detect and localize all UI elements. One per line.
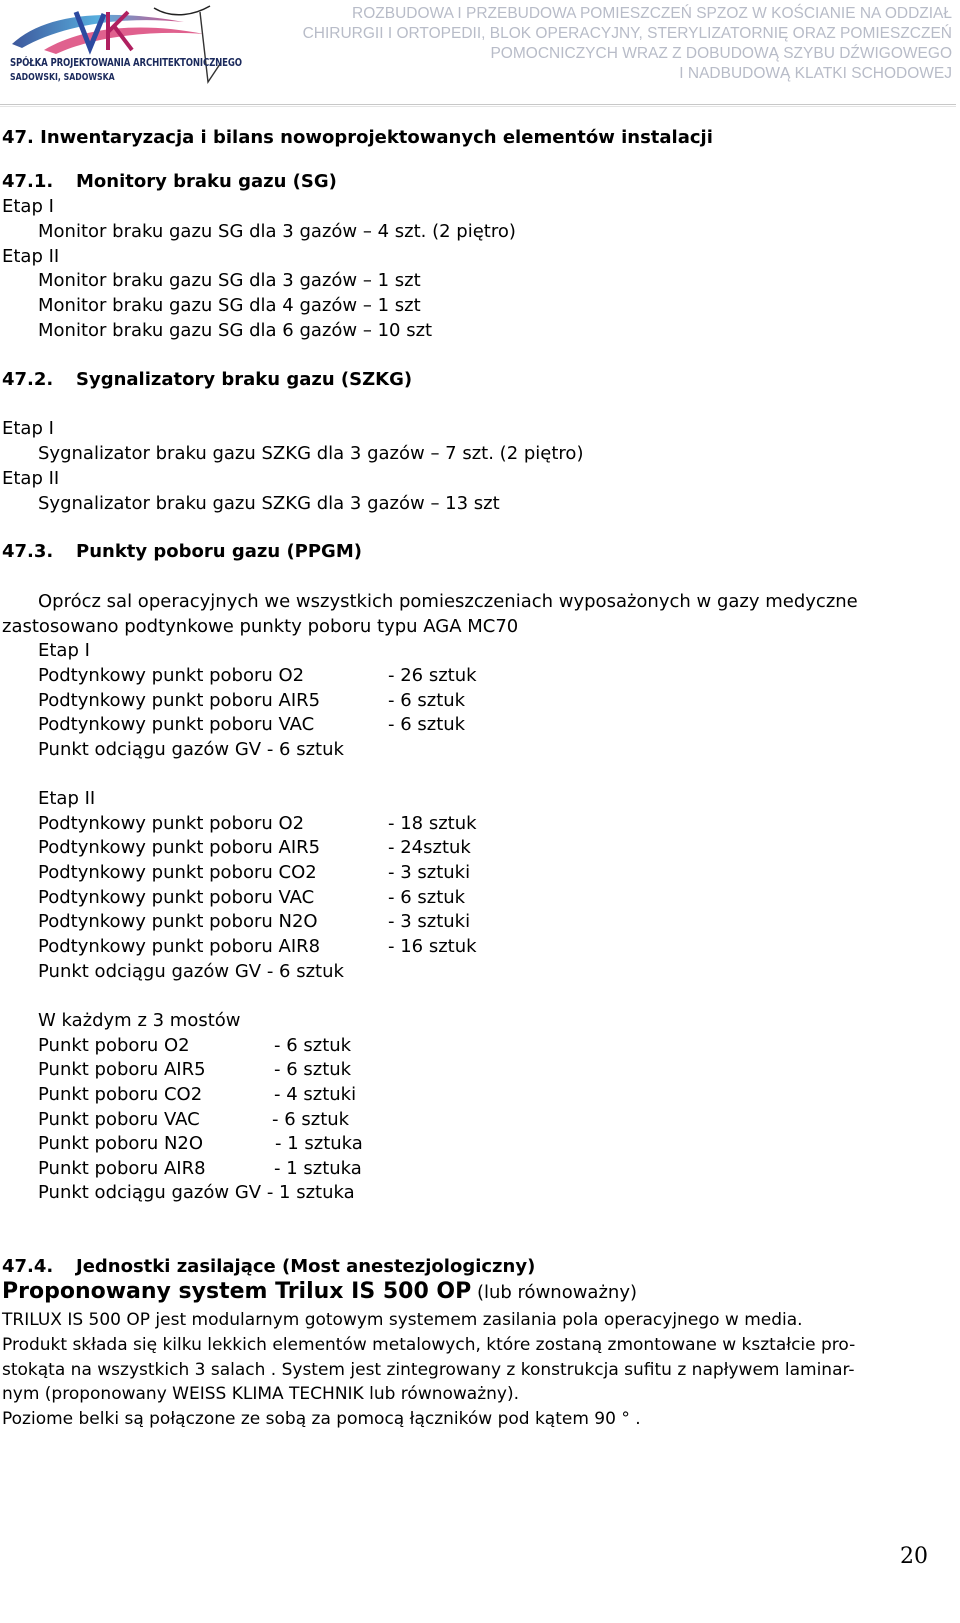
subsection-number: 47.3. — [2, 541, 54, 562]
item-quantity: - 6 sztuk — [274, 1059, 352, 1080]
item-name: Podtynkowy punkt poboru AIR5 — [38, 837, 321, 858]
item-name: Podtynkowy punkt poboru CO2 — [38, 862, 317, 883]
list-item: Sygnalizator braku gazu SZKG dla 3 gazów – 7 szt. (2 piętro) — [38, 443, 584, 464]
item-name: Podtynkowy punkt poboru VAC — [38, 714, 315, 735]
subsection-number: 47.4. — [2, 1256, 54, 1277]
list-item: Monitor braku gazu SG dla 3 gazów – 4 szt. (2 piętro) — [38, 221, 516, 242]
paragraph-line: Oprócz sal operacyjnych we wszystkich pomieszczeniach wyposażonych w gazy medyczne — [38, 591, 858, 612]
item-quantity: - 3 sztuki — [388, 862, 471, 883]
stage-label: Etap II — [2, 468, 60, 489]
paragraph-line: nym (proponowany WEISS KLIMA TECHNIK lub równoważny). — [2, 1384, 520, 1404]
item-name: Punkt poboru CO2 — [38, 1084, 203, 1105]
item-quantity: - 6 sztuk — [272, 1109, 350, 1130]
paragraph-line: Produkt składa się kilku lekkich elementów metalowych, które zostaną zmontowane w kształcie pro- — [2, 1335, 856, 1355]
paragraph-line: stokąta na wszystkich 3 salach . System jest zintegrowany z konstrukcja sufitu z napływem laminar- — [2, 1360, 855, 1380]
stage-label: Etap II — [2, 246, 60, 267]
list-item: Punkt odciągu gazów GV - 1 sztuka — [38, 1182, 355, 1203]
stage-label: Etap I — [38, 640, 90, 661]
list-item: Punkt odciągu gazów GV - 6 sztuk — [38, 961, 344, 982]
page-number: 20 — [900, 1544, 928, 1569]
item-quantity: - 26 sztuk — [388, 665, 477, 686]
stage-label: Etap II — [38, 788, 96, 809]
subsection-number: 47.2. — [2, 369, 54, 390]
paragraph-line: Poziome belki są połączone ze sobą za pomocą łączników pod kątem 90 ° . — [2, 1409, 641, 1429]
project-title — [272, 4, 952, 84]
project-title-line: CHIRURGII I ORTOPEDII, BLOK OPERACYJNY, STERYLIZATORNIĘ ORAZ POMIESZCZEŃ — [302, 25, 952, 42]
section-heading: 47. Inwentaryzacja i bilans nowoprojektowanych elementów instalacji — [2, 127, 713, 148]
paragraph-line: zastosowano podtynkowe punkty poboru typu AGA MC70 — [2, 616, 519, 637]
item-name: Punkt poboru O2 — [38, 1035, 190, 1056]
stage-label: Etap I — [2, 418, 54, 439]
subsection-title: Sygnalizatory braku gazu (SZKG) — [76, 369, 413, 390]
item-quantity: - 3 sztuki — [388, 911, 471, 932]
header-divider — [0, 104, 956, 105]
item-name: Punkt poboru AIR8 — [38, 1158, 206, 1179]
list-item: Monitor braku gazu SG dla 3 gazów – 1 szt — [38, 270, 421, 291]
bridge-heading: W każdym z 3 mostów — [38, 1010, 241, 1031]
item-quantity: - 1 sztuka — [275, 1133, 363, 1154]
list-item: Sygnalizator braku gazu SZKG dla 3 gazów – 13 szt — [38, 493, 500, 514]
subsection-title: Punkty poboru gazu (PPGM) — [76, 541, 362, 562]
project-title-line: ROZBUDOWA I PRZEBUDOWA POMIESZCZEŃ SPZOZ W KOŚCIANIE NA ODDZIAŁ — [352, 5, 952, 22]
item-quantity: - 6 sztuk — [388, 887, 466, 908]
subsection-title: Monitory braku gazu (SG) — [76, 171, 337, 192]
logo-company-name: SPÓŁKA PROJEKTOWANIA ARCHITEKTONICZNEGO — [10, 56, 242, 69]
item-name: Podtynkowy punkt poboru VAC — [38, 887, 315, 908]
item-quantity: - 16 sztuk — [388, 936, 477, 957]
list-item: Monitor braku gazu SG dla 4 gazów – 1 szt — [38, 295, 421, 316]
stage-label: Etap I — [2, 196, 54, 217]
item-name: Podtynkowy punkt poboru AIR5 — [38, 690, 321, 711]
project-title-line: POMOCNICZYCH WRAZ Z DOBUDOWĄ SZYBU DŹWIGOWEGO — [490, 45, 952, 62]
item-name: Podtynkowy punkt poboru O2 — [38, 813, 305, 834]
item-quantity: - 18 sztuk — [388, 813, 477, 834]
proposal-system-name: Proponowany system Trilux IS 500 OP — [2, 1279, 472, 1304]
subsection-title: Jednostki zasilające (Most anestezjologiczny) — [76, 1256, 536, 1277]
proposal-note: (lub równoważny) — [471, 1282, 637, 1303]
page-header — [0, 0, 960, 108]
item-name: Punkt poboru VAC — [38, 1109, 200, 1130]
item-quantity: - 6 sztuk — [274, 1035, 352, 1056]
item-quantity: - 4 sztuki — [274, 1084, 357, 1105]
item-name: Punkt poboru AIR5 — [38, 1059, 206, 1080]
item-quantity: - 24sztuk — [388, 837, 471, 858]
list-item: Monitor braku gazu SG dla 6 gazów – 10 szt — [38, 320, 433, 341]
item-quantity: - 6 sztuk — [388, 690, 466, 711]
item-quantity: - 1 sztuka — [274, 1158, 362, 1179]
subsection-number: 47.1. — [2, 171, 54, 192]
project-title-line: I NADBUDOWĄ KLATKI SCHODOWEJ — [679, 65, 952, 82]
item-name: Podtynkowy punkt poboru N2O — [38, 911, 318, 932]
item-name: Podtynkowy punkt poboru O2 — [38, 665, 305, 686]
paragraph-line: TRILUX IS 500 OP jest modularnym gotowym systemem zasilania pola operacyjnego w media. — [2, 1310, 803, 1330]
logo-owners: SADOWSKI, SADOWSKA — [10, 72, 115, 83]
list-item: Punkt odciągu gazów GV - 6 sztuk — [38, 739, 344, 760]
proposal-line — [2, 1280, 637, 1305]
header-divider-secondary — [0, 106, 956, 107]
item-name: Podtynkowy punkt poboru AIR8 — [38, 936, 321, 957]
item-name: Punkt poboru N2O — [38, 1133, 204, 1154]
company-logo — [4, 4, 244, 88]
item-quantity: - 6 sztuk — [388, 714, 466, 735]
